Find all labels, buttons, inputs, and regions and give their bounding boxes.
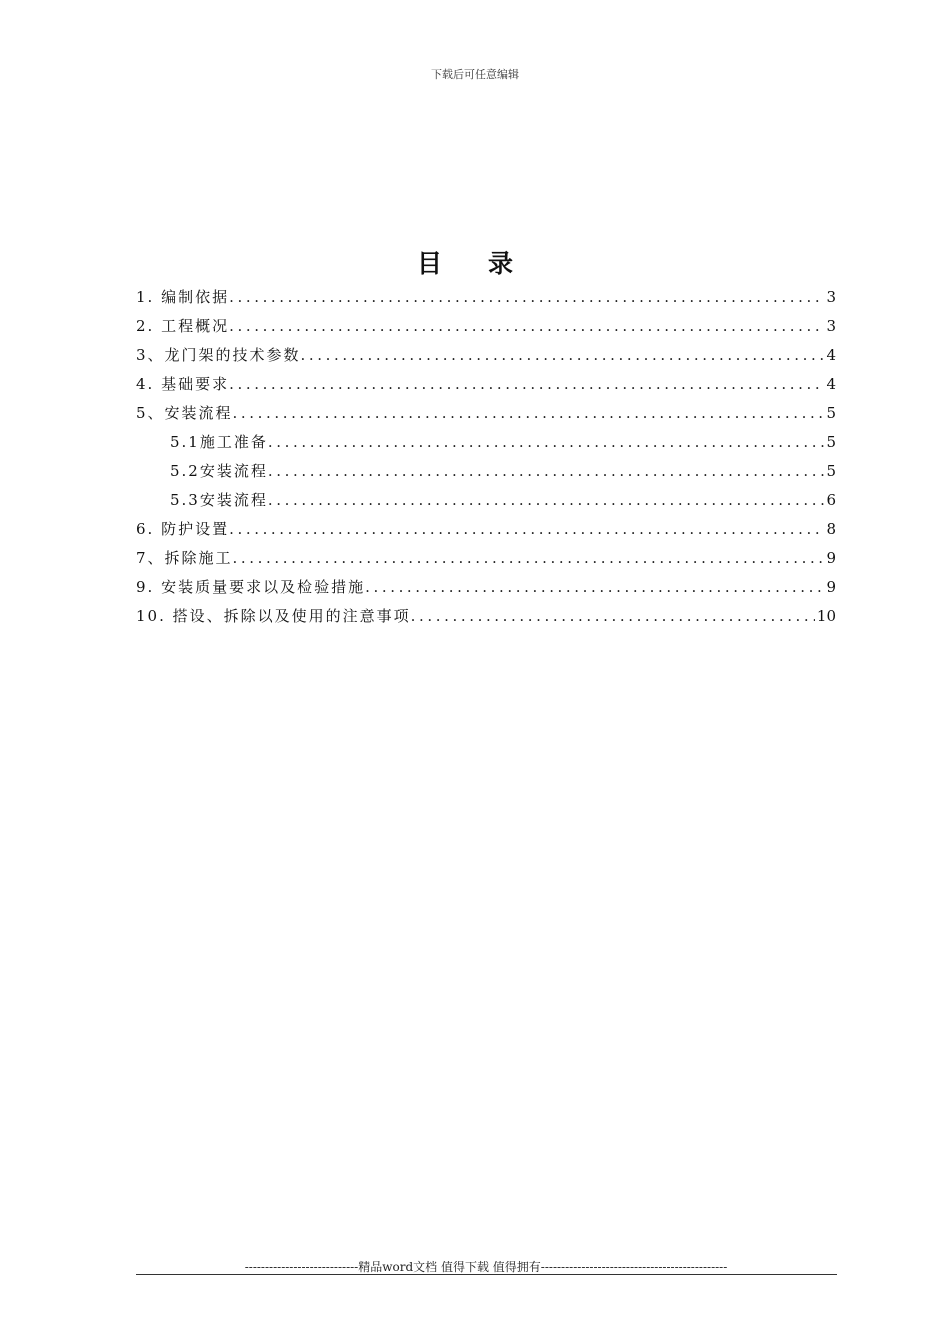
toc-dot-leader bbox=[301, 341, 825, 370]
toc-entry-7[interactable] bbox=[136, 544, 836, 573]
toc-entry-label: 3、龙门架的技术参数 bbox=[136, 346, 301, 364]
toc-entry-page: 3 bbox=[826, 317, 836, 335]
toc-entry-label: 7、拆除施工 bbox=[136, 549, 233, 567]
toc-entry-3[interactable] bbox=[136, 341, 836, 370]
toc-entry-page: 8 bbox=[826, 520, 836, 538]
toc-entry-4[interactable] bbox=[136, 370, 836, 399]
toc-dot-leader bbox=[229, 515, 824, 544]
toc-dot-leader bbox=[411, 602, 815, 631]
toc-entry-label: 5、安装流程 bbox=[136, 404, 233, 422]
toc-entry-label: 1. 编制依据 bbox=[136, 288, 230, 306]
toc-entry-page: 5 bbox=[826, 462, 836, 480]
toc-entry-5[interactable] bbox=[136, 399, 836, 428]
toc-entry-page: 4 bbox=[826, 346, 836, 364]
toc-dot-leader bbox=[229, 283, 824, 312]
toc-dot-leader bbox=[268, 428, 825, 457]
toc-entry-5-1[interactable] bbox=[136, 428, 836, 457]
toc-dot-leader bbox=[268, 486, 825, 515]
toc-dot-leader bbox=[233, 544, 825, 573]
toc-entry-6[interactable] bbox=[136, 515, 836, 544]
toc-dot-leader bbox=[365, 573, 824, 602]
toc-entry-label: 5.2安装流程 bbox=[170, 462, 268, 480]
toc-entry-page: 6 bbox=[826, 491, 836, 509]
toc-entry-page: 5 bbox=[826, 404, 836, 422]
toc-entry-label: 5.1施工准备 bbox=[170, 433, 268, 451]
toc-entry-2[interactable] bbox=[136, 312, 836, 341]
toc-entry-1[interactable] bbox=[136, 283, 836, 312]
toc-entry-label: 5.3安装流程 bbox=[170, 491, 268, 509]
footer-divider bbox=[136, 1274, 837, 1275]
toc-entry-label: 4. 基础要求 bbox=[136, 375, 230, 393]
toc-dot-leader bbox=[229, 370, 824, 399]
toc-entry-page: 4 bbox=[826, 375, 836, 393]
table-of-contents bbox=[136, 283, 836, 631]
toc-entry-page: 9 bbox=[826, 549, 836, 567]
toc-dot-leader bbox=[268, 457, 825, 486]
page-footer-note: ----------------------------精品word文档 值得下载 值得拥有---------------------------------------------- bbox=[244, 1260, 728, 1274]
toc-entry-5-2[interactable] bbox=[136, 457, 836, 486]
toc-entry-label: 2. 工程概况 bbox=[136, 317, 230, 335]
toc-entry-label: 6. 防护设置 bbox=[136, 520, 230, 538]
toc-dot-leader bbox=[233, 399, 825, 428]
toc-entry-label: 9. 安装质量要求以及检验措施 bbox=[136, 578, 366, 596]
page-header-note: 下载后可任意编辑 bbox=[431, 68, 519, 81]
toc-entry-page: 5 bbox=[826, 433, 836, 451]
toc-entry-5-3[interactable] bbox=[136, 486, 836, 515]
toc-entry-10[interactable] bbox=[136, 602, 836, 631]
toc-entry-label: 10. 搭设、拆除以及使用的注意事项 bbox=[136, 607, 411, 625]
toc-title: 目录 bbox=[416, 249, 559, 278]
toc-entry-page: 10 bbox=[816, 607, 836, 625]
toc-entry-page: 9 bbox=[826, 578, 836, 596]
toc-entry-9[interactable] bbox=[136, 573, 836, 602]
toc-dot-leader bbox=[229, 312, 824, 341]
toc-entry-page: 3 bbox=[826, 288, 836, 306]
